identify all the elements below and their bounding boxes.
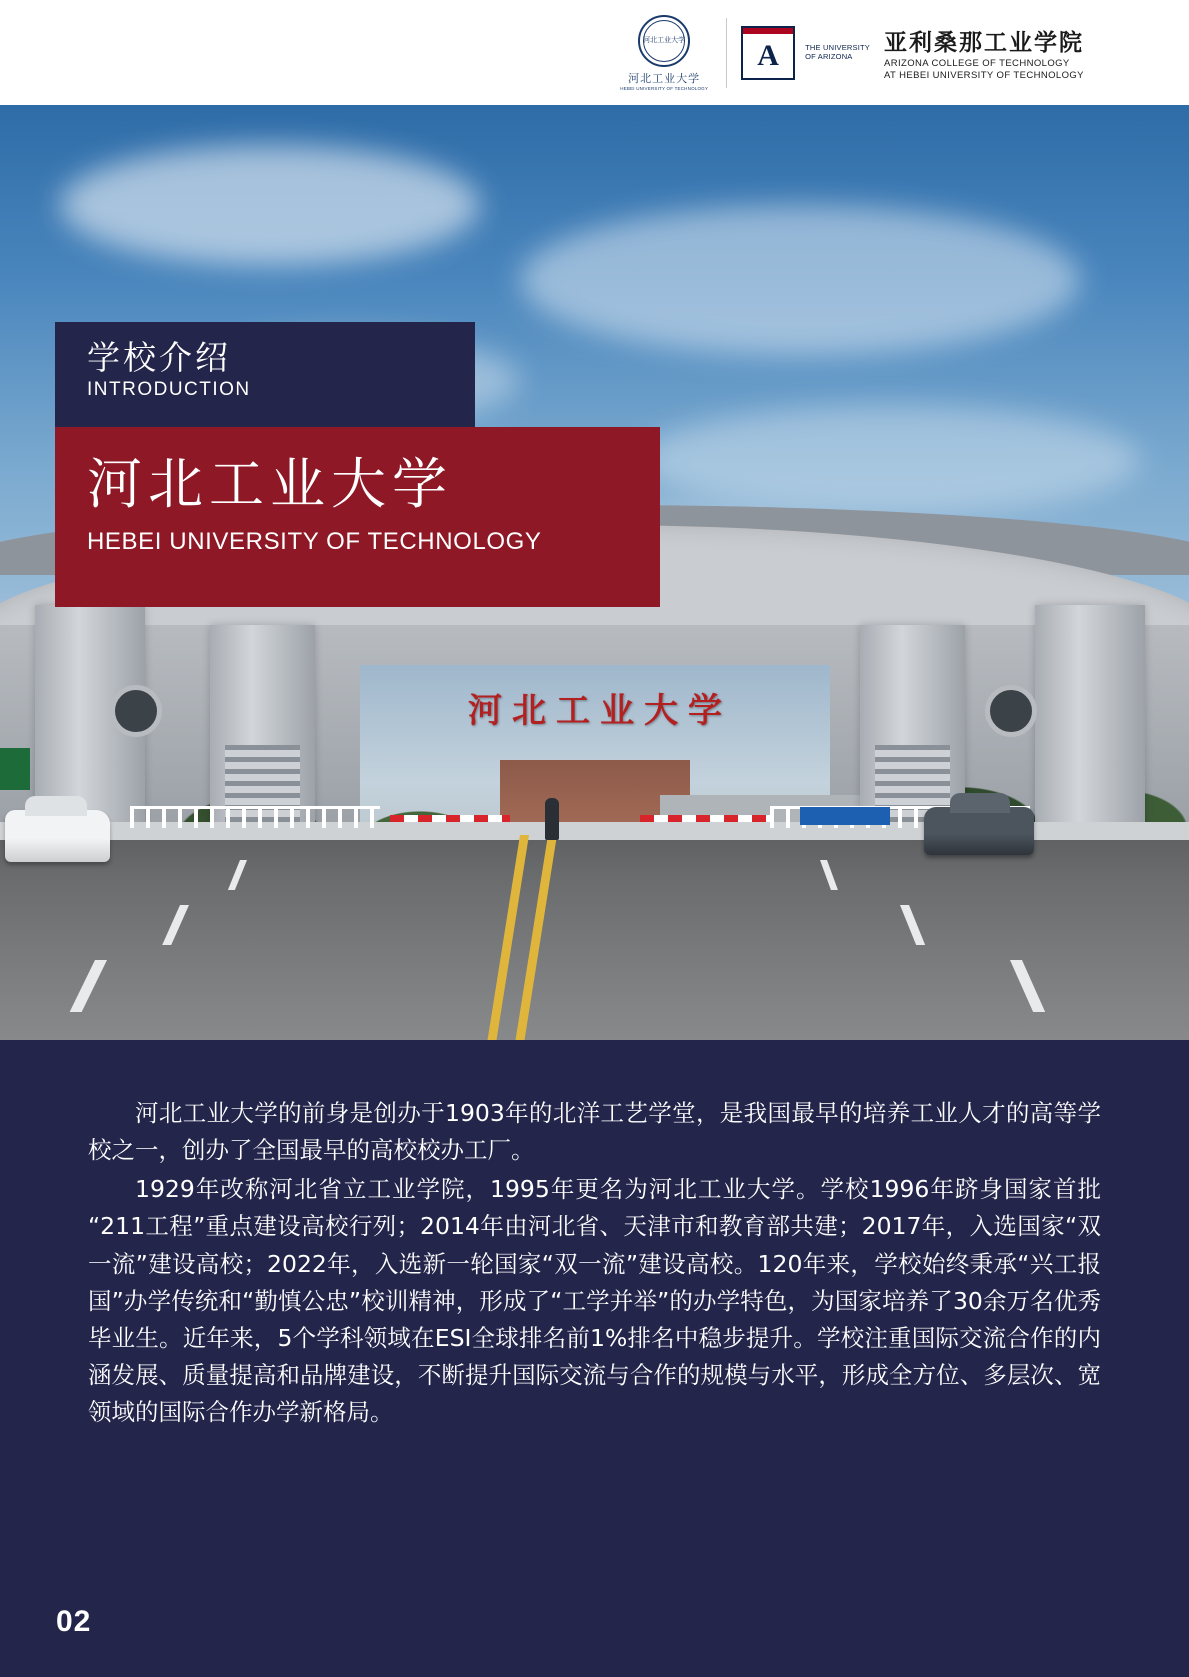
university-title-block: [55, 427, 660, 607]
roadside-fence: [130, 806, 380, 828]
hebut-name-cn: 河北工业大学: [628, 71, 701, 85]
campus-gate-photo: [0, 105, 1189, 1040]
blue-banner: [800, 807, 890, 825]
arizona-logo: [741, 26, 870, 80]
gate-barrier: [390, 815, 510, 822]
university-name-cn: 河北工业大学: [87, 452, 454, 516]
arizona-stripe: [743, 28, 793, 34]
section-title-en: INTRODUCTION: [87, 379, 251, 401]
green-road-sign: [0, 748, 30, 790]
page-number: 02: [56, 1605, 92, 1638]
hebut-logo: [620, 15, 724, 91]
cloud: [60, 145, 480, 265]
gate-ring-ornament: [985, 685, 1037, 737]
white-car: [5, 810, 110, 862]
arizona-a-icon: [741, 26, 795, 80]
paragraph-2: 1929年改称河北省立工业学院，1995年更名为河北工业大学。学校1996年跻身国家首批“211工程”重点建设高校行列；2014年由河北省、天津市和教育部共建；2017年，入选国家“双一流”建设高校；2022年，入选新一轮国家“双一流”建设高校。120年来，学校始终秉承“兴工报国”办学传统和“勤慎公忠”校训精神，形成了“工学并举”的办学特色，为国家培养了30余万名优秀毕业生。近年来，5个学科领域在ESI全球排名前1%排名中稳步提升。学校注重国际交流合作的内涵发展、质量提高和品牌建设，不断提升国际交流与合作的规模与水平，形成全方位、多层次、宽领域的国际合作办学新格局。: [88, 1175, 1101, 1426]
college-wordmark: [870, 24, 1084, 81]
logo-divider: [726, 18, 727, 88]
hebut-name-en: HEBEI UNIVERSITY OF TECHNOLOGY: [620, 85, 709, 91]
arizona-line-2: OF ARIZONA: [805, 51, 853, 61]
arizona-letter: A: [757, 38, 779, 72]
cloud: [520, 205, 1080, 355]
road: [0, 825, 1189, 1040]
security-guard: [545, 798, 559, 840]
page-header: [0, 0, 1189, 105]
gate-sign-text: 河北工业大学: [468, 693, 732, 730]
section-title-cn: 学校介绍: [87, 338, 231, 377]
hebut-seal-icon: [638, 15, 690, 67]
hebut-seal-label: 河北工业大学: [643, 35, 686, 44]
logo-group: [620, 15, 1084, 91]
college-name-en-1: ARIZONA COLLEGE OF TECHNOLOGY: [884, 58, 1070, 69]
arizona-wordmark: [805, 44, 870, 61]
cloud: [640, 405, 1140, 515]
paragraph-1: 河北工业大学的前身是创办于1903年的北洋工艺学堂，是我国最早的培养工业人才的高等学校之一，创办了全国最早的高校校办工厂。: [88, 1099, 1101, 1165]
gate-pillar: [1035, 605, 1145, 845]
section-title-block: [55, 322, 475, 432]
introduction-text: [0, 1040, 1189, 1677]
arizona-line-1: THE UNIVERSITY: [805, 42, 870, 52]
dark-car: [924, 807, 1034, 855]
gate-barrier: [640, 815, 770, 822]
gate-ring-ornament: [110, 685, 162, 737]
college-name-cn: 亚利桑那工业学院: [884, 30, 1084, 56]
college-name-en-2: AT HEBEI UNIVERSITY OF TECHNOLOGY: [884, 70, 1084, 81]
university-name-en: HEBEI UNIVERSITY OF TECHNOLOGY: [87, 528, 542, 556]
